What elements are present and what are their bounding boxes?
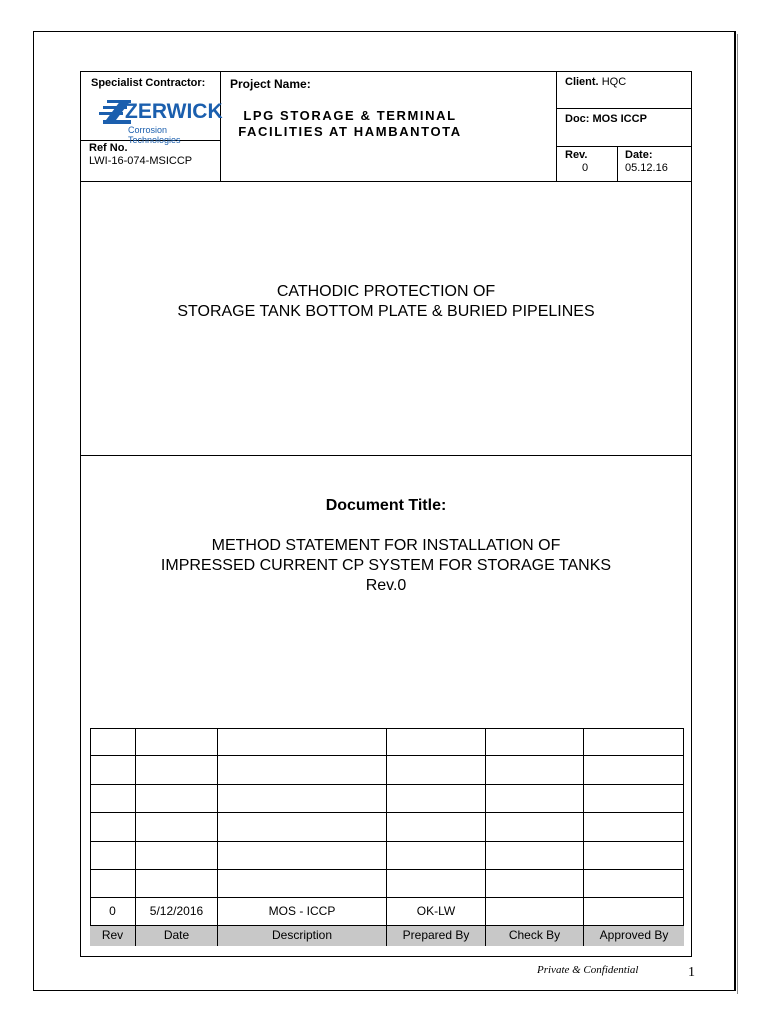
zerwick-logo (95, 94, 223, 145)
table-row (90, 842, 684, 870)
ref-no-label: Ref No. (89, 142, 128, 154)
rev-label: Rev. (565, 149, 588, 161)
header-approved-by: Approved By (583, 926, 684, 946)
date-label: Date: (625, 149, 653, 161)
cell-rev: 0 (109, 904, 116, 918)
client-value: HQC (601, 76, 627, 88)
header-prepared-by: Prepared By (386, 926, 485, 946)
ref-no-value: LWI-16-074-MSICCP (89, 155, 193, 167)
project-title (221, 108, 479, 140)
table-header-row (90, 926, 684, 946)
document-title-line2: IMPRESSED CURRENT CP SYSTEM FOR STORAGE TANKS (160, 557, 612, 574)
cell-approved-by (583, 898, 684, 925)
subject-box (80, 181, 692, 456)
cell-description: MOS - ICCP (217, 898, 386, 925)
revision-table (90, 728, 684, 946)
date-value: 05.12.16 (625, 162, 668, 174)
client-field (565, 76, 626, 88)
doc-label: Doc: (565, 113, 590, 125)
header-check-by: Check By (485, 926, 583, 946)
cell-date: 5/12/2016 (135, 898, 217, 925)
document-box (80, 455, 692, 957)
table-row-revision-0 (90, 898, 684, 926)
specialist-contractor-label: Specialist Contractor: (91, 77, 206, 89)
page-number: 1 (688, 965, 695, 980)
table-row (90, 728, 684, 756)
logo-tagline: Corrosion Technologies (128, 125, 181, 145)
document-title-revision: Rev.0 (365, 577, 407, 594)
confidential-footer: Private & Confidential (537, 964, 639, 976)
doc-value: MOS ICCP (592, 113, 647, 125)
subject-line1: CATHODIC PROTECTION OF (276, 283, 496, 300)
header-date: Date (135, 926, 217, 946)
table-row (90, 813, 684, 842)
client-label: Client. (565, 76, 599, 88)
subject-line2: STORAGE TANK BOTTOM PLATE & BURIED PIPELINES (177, 303, 595, 320)
project-name-label: Project Name: (230, 77, 311, 91)
table-row (90, 756, 684, 785)
project-title-line2: FACILITIES AT HAMBANTOTA (238, 124, 462, 139)
document-title-label: Document Title: (325, 497, 447, 514)
project-title-line1: LPG STORAGE & TERMINAL (243, 108, 457, 123)
doc-field (565, 113, 647, 125)
table-row (90, 785, 684, 813)
cell-prepared-by: OK-LW (386, 898, 485, 925)
page-shadow (737, 34, 738, 994)
cell-check-by (485, 898, 583, 925)
rev-value: 0 (582, 162, 589, 174)
header-rev: Rev (90, 926, 135, 946)
header-description: Description (217, 926, 386, 946)
header-table (80, 71, 692, 182)
table-row (90, 870, 684, 898)
logo-name: ZERWICK (125, 100, 223, 123)
document-title-line1: METHOD STATEMENT FOR INSTALLATION OF (211, 537, 561, 554)
